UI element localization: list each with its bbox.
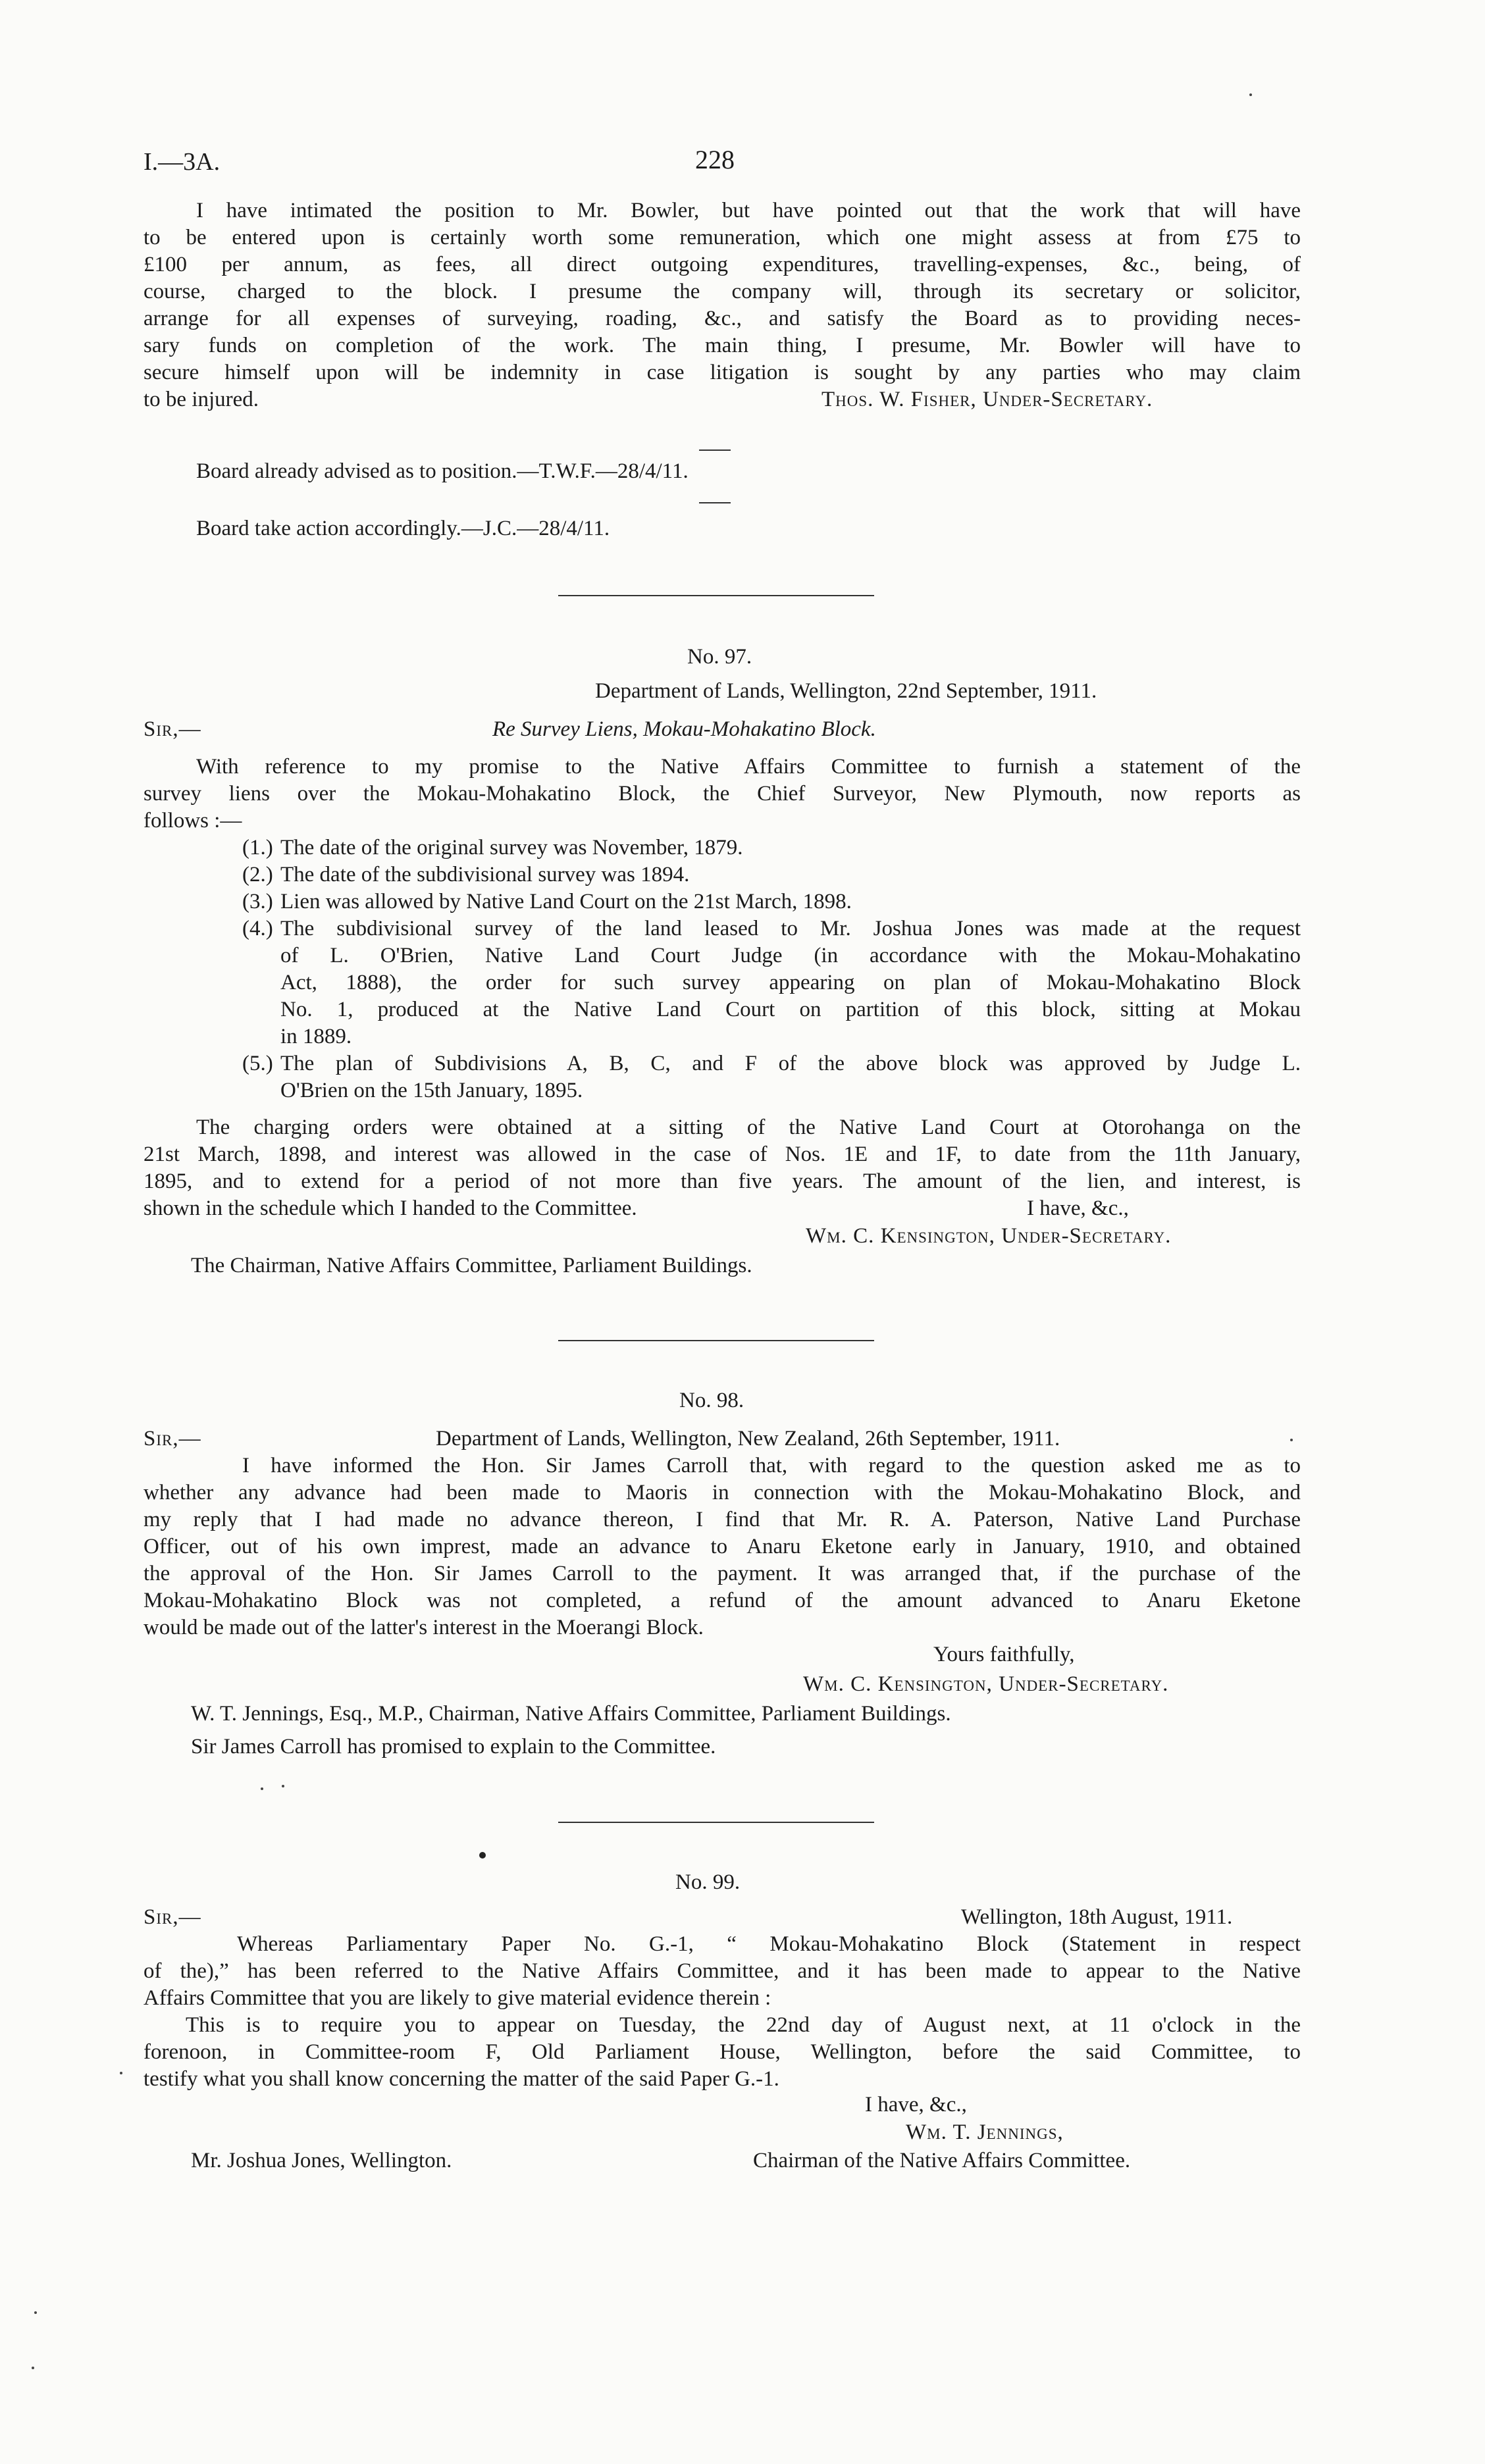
letter-97-lead-line-1: With reference to my promise to the Native Affairs Committee to furnish a statement of the bbox=[196, 755, 1301, 779]
rule-short-2 bbox=[699, 502, 731, 503]
letter-97-lead bbox=[143, 754, 1301, 834]
intro-line-6: sary funds on completion of the work. The main thing, I presume, Mr. Bowler will have to bbox=[143, 334, 1301, 357]
list-item-text: The date of the subdivisional survey was 1894. bbox=[280, 863, 690, 886]
list-item-number: (5.) bbox=[242, 1052, 273, 1075]
list-item-text: Lien was allowed by Native Land Court on the 21st March, 1898. bbox=[280, 890, 852, 913]
letter-99-dateline: Wellington, 18th August, 1911. bbox=[961, 1905, 1233, 1929]
list-item-line: The subdivisional survey of the land leased to Mr. Joshua Jones was made at the request bbox=[280, 917, 1301, 940]
letter-99-salutation: Sir,— bbox=[143, 1905, 201, 1929]
list-item-line: of L. O'Brien, Native Land Court Judge (in accordance with the Mokau-Mohakatino bbox=[280, 944, 1301, 967]
letter-97-salutation: Sir,— bbox=[143, 717, 201, 741]
intro-line-3: £100 per annum, as fees, all direct outgoing expenditures, travelling-expenses, &c., being, of bbox=[143, 253, 1301, 276]
letter-98-dateline: Department of Lands, Wellington, New Zealand, 26th September, 1911. bbox=[436, 1427, 1060, 1450]
paper-reference: I.—3A. bbox=[143, 148, 221, 176]
letter-99-number: No. 99. bbox=[675, 1870, 741, 1894]
list-item-number: (4.) bbox=[242, 917, 273, 940]
intro-line-5: arrange for all expenses of surveying, roading, &c., and satisfy the Board as to providing neces- bbox=[143, 307, 1301, 330]
list-item-text bbox=[280, 1050, 1301, 1104]
letter-97-signature: Wm. C. Kensington, Under-Secretary. bbox=[806, 1224, 1172, 1248]
list-item-line: No. 1, produced at the Native Land Court on partition of this block, sitting at Mokau bbox=[280, 998, 1301, 1021]
letter-98-body-line-7: would be made out of the latter's interest in the Moerangi Block. bbox=[143, 1616, 704, 1639]
letter-98-body-line-4: Officer, out of his own imprest, made an advance to Anaru Eketone early in January, 1910, and obtained bbox=[143, 1535, 1301, 1558]
intro-line-2: to be entered upon is certainly worth some remuneration, which one might assess at from £75 to bbox=[143, 226, 1301, 249]
list-item bbox=[242, 1050, 1301, 1104]
rule-short-1 bbox=[699, 449, 731, 451]
minute-board-action: Board take action accordingly.—J.C.—28/4/11. bbox=[196, 517, 610, 540]
intro-signature: Thos. W. Fisher, Under-Secretary. bbox=[821, 388, 1153, 411]
letter-97-addressee: The Chairman, Native Affairs Committee, Parliament Buildings. bbox=[191, 1254, 752, 1277]
scan-speck bbox=[261, 1787, 263, 1790]
scan-speck bbox=[120, 2072, 122, 2074]
list-item-number: (1.) bbox=[242, 836, 273, 860]
letter-97-lead-line-2: survey liens over the Mokau-Mohakatino Block, the Chief Surveyor, New Plymouth, now reports as bbox=[143, 782, 1301, 806]
scan-speck bbox=[34, 2311, 37, 2314]
letter-99-body1-line-2: of the),” has been referred to the Native Affairs Committee, and it has been made to appear to the Native bbox=[143, 1959, 1301, 1983]
scan-speck bbox=[282, 1785, 284, 1787]
letter-97-body-line-2: 21st March, 1898, and interest was allowed in the case of Nos. 1E and 1F, to date from the 11th January, bbox=[143, 1142, 1301, 1166]
list-item-number: (2.) bbox=[242, 863, 273, 886]
page-number: 228 bbox=[695, 145, 735, 174]
list-item bbox=[242, 915, 1301, 1050]
list-item-line: in 1889. bbox=[280, 1025, 352, 1048]
letter-98-number: No. 98. bbox=[679, 1389, 744, 1412]
letter-98-body-line-3: my reply that I had made no advance thereon, I find that Mr. R. A. Paterson, Native Land Purchase bbox=[143, 1508, 1301, 1531]
letter-98-close: Yours faithfully, bbox=[933, 1643, 1075, 1666]
letter-99-body2-line-3: testify what you shall know concerning the matter of the said Paper G.-1. bbox=[143, 2067, 779, 2091]
letter-97-subject: Re Survey Liens, Mokau-Mohakatino Block. bbox=[492, 717, 876, 741]
letter-98-signature: Wm. C. Kensington, Under-Secretary. bbox=[803, 1672, 1169, 1696]
scan-speck bbox=[1249, 93, 1252, 96]
list-item-line: O'Brien on the 15th January, 1895. bbox=[280, 1079, 583, 1102]
intro-line-4: course, charged to the block. I presume the company will, through its secretary or solicitor, bbox=[143, 280, 1301, 303]
letter-98-body bbox=[143, 1452, 1301, 1641]
letter-99-close: I have, &c., bbox=[865, 2093, 967, 2117]
letter-99-body-1 bbox=[143, 1931, 1301, 2012]
letter-97-number: No. 97. bbox=[687, 645, 752, 669]
list-item-line: Act, 1888), the order for such survey appearing on plan of Mokau-Mohakatino Block bbox=[280, 971, 1301, 994]
list-item bbox=[242, 861, 1301, 888]
letter-98-addressee: W. T. Jennings, Esq., M.P., Chairman, Native Affairs Committee, Parliament Buildings. bbox=[191, 1702, 951, 1726]
minute-board-advised: Board already advised as to position.—T.W.F.—28/4/11. bbox=[196, 459, 689, 483]
letter-99-body2-line-1: This is to require you to appear on Tuesday, the 22nd day of August next, at 11 o'clock in the bbox=[186, 2013, 1301, 2037]
list-item bbox=[242, 888, 1301, 915]
section-divider-2 bbox=[558, 1340, 874, 1341]
intro-paragraph bbox=[143, 197, 1301, 413]
letter-97-list bbox=[242, 834, 1301, 1104]
letter-98-note: Sir James Carroll has promised to explain to the Committee. bbox=[191, 1735, 716, 1758]
letter-97-body-line-4: shown in the schedule which I handed to the Committee. bbox=[143, 1196, 637, 1220]
list-item-text: The date of the original survey was November, 1879. bbox=[280, 836, 743, 860]
scan-speck bbox=[32, 2367, 34, 2369]
letter-98-salutation: Sir,— bbox=[143, 1427, 201, 1450]
letter-97-close: I have, &c., bbox=[1027, 1196, 1129, 1220]
list-item-number: (3.) bbox=[242, 890, 273, 913]
letter-98-body-line-6: Mokau-Mohakatino Block was not completed, a refund of the amount advanced to Anaru Eketone bbox=[143, 1589, 1301, 1612]
intro-line-1: I have intimated the position to Mr. Bowler, but have pointed out that the work that will have bbox=[196, 199, 1301, 222]
letter-98-body-line-1: I have informed the Hon. Sir James Carroll that, with regard to the question asked me as to bbox=[242, 1454, 1301, 1477]
scan-speck bbox=[1290, 1439, 1293, 1441]
letter-99-body1-line-1: Whereas Parliamentary Paper No. G.-1, “ Mokau-Mohakatino Block (Statement in respect bbox=[237, 1932, 1301, 1956]
letter-97-dateline: Department of Lands, Wellington, 22nd September, 1911. bbox=[595, 679, 1097, 703]
letter-99-signature: Wm. T. Jennings, bbox=[906, 2120, 1064, 2144]
letter-98-body-line-2: whether any advance had been made to Maoris in connection with the Mokau-Mohakatino Block, and bbox=[143, 1481, 1301, 1504]
letter-99-signature-title: Chairman of the Native Affairs Committee. bbox=[753, 2149, 1131, 2172]
letter-97-body-line-3: 1895, and to extend for a period of not more than five years. The amount of the lien, and interest, is bbox=[143, 1169, 1301, 1193]
section-divider-3 bbox=[558, 1822, 874, 1823]
section-divider-1 bbox=[558, 595, 874, 596]
list-item bbox=[242, 834, 1301, 861]
list-item-text bbox=[280, 915, 1301, 1050]
intro-line-8: to be injured. bbox=[143, 388, 259, 411]
ink-mark bbox=[479, 1852, 486, 1859]
letter-99-body-2 bbox=[143, 2012, 1301, 2093]
letter-97-lead-line-3: follows :— bbox=[143, 809, 242, 833]
letter-98-body-line-5: the approval of the Hon. Sir James Carroll to the payment. It was arranged that, if the purchase of the bbox=[143, 1562, 1301, 1585]
intro-line-7: secure himself upon will be indemnity in case litigation is sought by any parties who may claim bbox=[143, 361, 1301, 384]
letter-97-body-line-1: The charging orders were obtained at a sitting of the Native Land Court at Otorohanga on the bbox=[196, 1116, 1301, 1139]
list-item-line: The plan of Subdivisions A, B, C, and F of the above block was approved by Judge L. bbox=[280, 1052, 1301, 1075]
letter-99-body1-line-3: Affairs Committee that you are likely to give material evidence therein : bbox=[143, 1986, 771, 2010]
letter-99-body2-line-2: forenoon, in Committee-room F, Old Parliament House, Wellington, before the said Committee, to bbox=[143, 2040, 1301, 2064]
letter-99-addressee: Mr. Joshua Jones, Wellington. bbox=[191, 2149, 452, 2172]
